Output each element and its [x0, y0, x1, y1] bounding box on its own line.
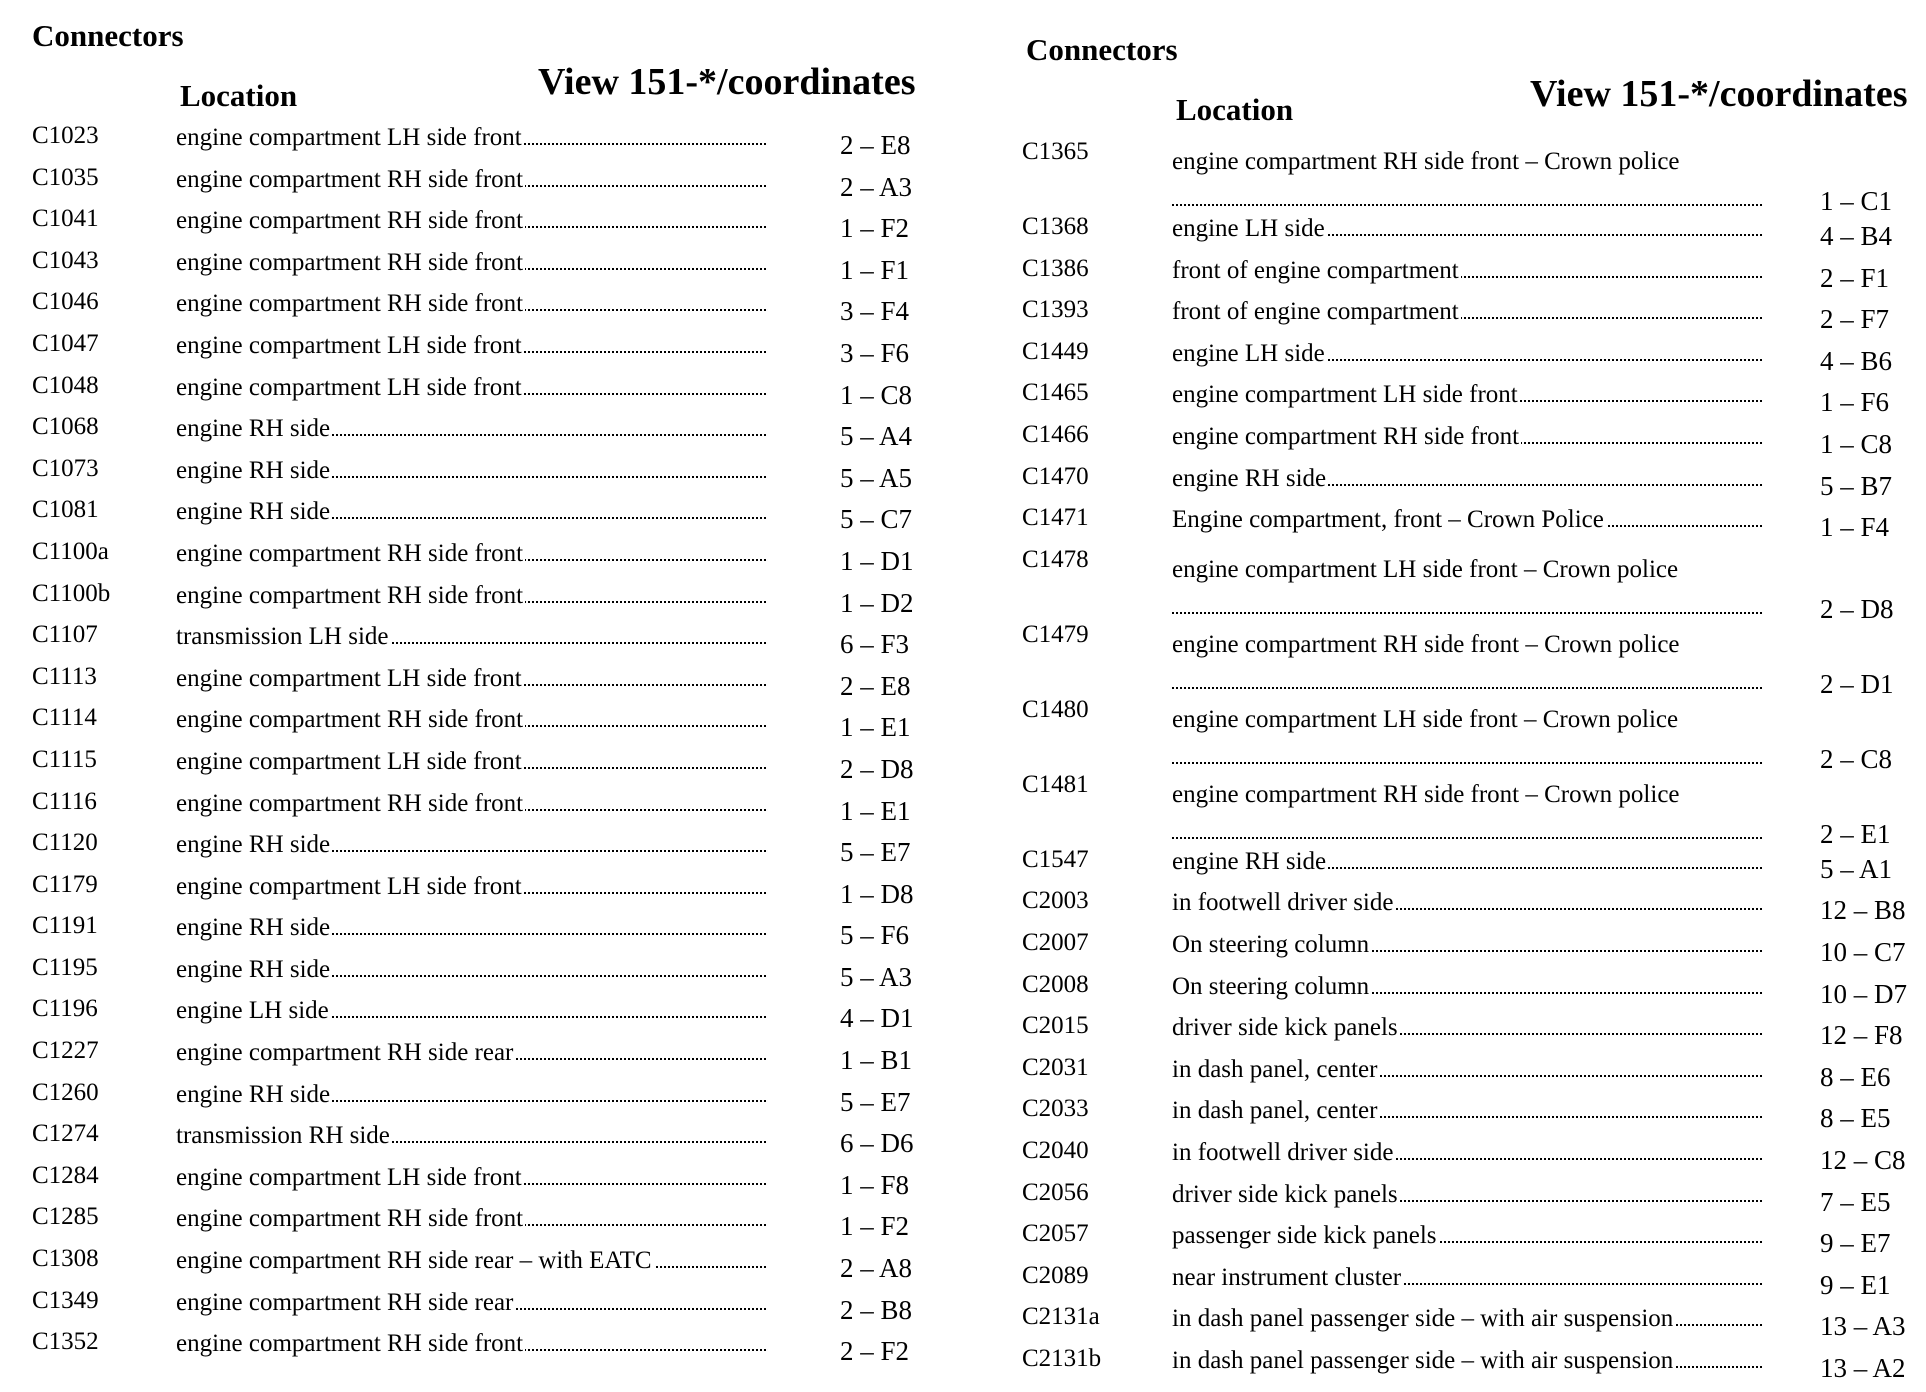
view-coordinate: 2 – D8: [840, 753, 914, 784]
connector-location: [1172, 298, 1762, 326]
view-coordinate: 1 – C8: [840, 379, 913, 410]
connector-location-text: in dash panel, center: [1172, 1097, 1378, 1125]
view-coordinate: 1 – E1: [840, 712, 911, 743]
connector-row: [0, 162, 950, 204]
connector-location-text: engine compartment RH side front: [176, 789, 524, 817]
connector-row: [1010, 769, 1926, 849]
view-coordinates-header: View 151-*/coordinates: [538, 61, 916, 103]
connector-row: [1010, 1218, 1926, 1260]
connector-row: [0, 1035, 950, 1077]
view-coordinate: 1 – C8: [1820, 428, 1893, 459]
connector-location: [1172, 698, 1762, 764]
connector-location-text: On steering column: [1172, 930, 1370, 958]
connector-code: C1471: [1022, 504, 1089, 532]
connector-row: [1010, 844, 1926, 886]
connector-row: [1010, 694, 1926, 774]
connector-location-text: engine compartment LH side front – Crown police: [1172, 555, 1679, 583]
connector-row: [0, 869, 950, 911]
connector-location-text: driver side kick panels: [1172, 1180, 1398, 1208]
view-coordinate: 5 – A3: [840, 961, 913, 992]
view-coordinate: 5 – E7: [840, 1086, 911, 1117]
connector-row: [1010, 544, 1926, 624]
connector-row: [0, 536, 950, 578]
view-coordinate: 8 – E6: [1820, 1061, 1891, 1092]
view-coordinate: 13 – A3: [1820, 1311, 1906, 1342]
connector-location: [176, 540, 766, 568]
connector-location-text: in footwell driver side: [1172, 889, 1394, 917]
connector-row: [0, 494, 950, 536]
connector-location-text: engine compartment RH side rear: [176, 1288, 514, 1316]
connector-code: C1547: [1022, 845, 1089, 873]
connector-row: [1010, 927, 1926, 969]
connector-location-text: engine compartment RH side front: [176, 207, 524, 235]
connector-row: [0, 453, 950, 495]
connector-row: [0, 370, 950, 412]
connector-row: [1010, 1135, 1926, 1177]
view-coordinate: 12 – F8: [1820, 1020, 1903, 1051]
connector-row: [0, 1201, 950, 1243]
connector-location-text: in dash panel, center: [1172, 1055, 1378, 1083]
connector-row: [1010, 885, 1926, 927]
connector-location: [176, 790, 766, 818]
connector-row: [0, 910, 950, 952]
connector-row: [0, 411, 950, 453]
view-coordinate: 13 – A2: [1820, 1352, 1906, 1383]
connector-location: [176, 956, 766, 984]
connector-code: C1465: [1022, 379, 1089, 407]
connector-code: C1046: [32, 288, 99, 316]
connector-location-text: engine compartment LH side front: [176, 373, 522, 401]
connector-code: C1285: [32, 1203, 99, 1231]
view-coordinate: 1 – C1: [1820, 186, 1893, 216]
view-coordinate: 1 – D1: [840, 545, 914, 576]
connector-row: [0, 1243, 950, 1285]
connector-location-text: engine RH side: [176, 415, 331, 443]
connector-location-text: engine compartment RH side front – Crown police: [1172, 780, 1680, 808]
connector-location-text: in footwell driver side: [1172, 1138, 1394, 1166]
connector-location-text: engine compartment RH side front: [176, 581, 524, 609]
connector-location-text: engine RH side: [1172, 464, 1327, 492]
connector-row: [0, 786, 950, 828]
connector-code: C1386: [1022, 254, 1089, 282]
connector-location: [1172, 1097, 1762, 1125]
connector-location: [1172, 623, 1762, 689]
connector-row: [0, 203, 950, 245]
connector-location: [176, 582, 766, 610]
view-coordinate: 5 – B7: [1820, 470, 1893, 501]
connector-location-text: engine compartment RH side front: [176, 1330, 524, 1358]
connector-location-text: Engine compartment, front – Crown Police: [1172, 506, 1604, 534]
connector-row: [0, 578, 950, 620]
view-coordinate: 9 – E7: [1820, 1228, 1891, 1259]
connector-location: [1172, 140, 1762, 206]
connector-location-text: engine compartment LH side front: [176, 331, 522, 359]
connector-location-text: engine RH side: [176, 498, 331, 526]
connector-row: [1010, 1343, 1926, 1385]
connector-row: [0, 952, 950, 994]
connector-location: [176, 1122, 766, 1150]
connector-location-text: engine compartment LH side front: [176, 664, 522, 692]
connector-code: C1116: [32, 787, 97, 815]
dot-leader: [1172, 742, 1762, 764]
view-coordinate: 7 – E5: [1820, 1186, 1891, 1217]
connector-row: [0, 1118, 950, 1160]
connector-row: [0, 1326, 950, 1368]
connector-row: [1010, 461, 1926, 503]
location-header: Location: [1176, 92, 1294, 127]
location-header: Location: [180, 78, 298, 113]
connector-location: [1172, 548, 1762, 614]
connector-list: [0, 120, 950, 1368]
connector-row: [0, 661, 950, 703]
view-coordinate: 5 – A5: [840, 462, 913, 493]
connector-code: C1047: [32, 329, 99, 357]
connector-row: [1010, 619, 1926, 699]
view-coordinate: 2 – B8: [840, 1294, 913, 1325]
view-coordinate: 1 – F8: [840, 1169, 910, 1200]
connector-location: [176, 623, 766, 651]
connector-location-text: transmission RH side: [176, 1122, 390, 1150]
connector-location-text: engine compartment LH side front: [176, 1163, 522, 1191]
connector-code: C1115: [32, 745, 97, 773]
connector-location: [176, 873, 766, 901]
view-coordinate: 1 – F4: [1820, 512, 1890, 543]
connector-code: C1043: [32, 246, 99, 274]
connector-location: [176, 997, 766, 1025]
connector-location-text: engine RH side: [1172, 847, 1327, 875]
connector-code: C2089: [1022, 1261, 1089, 1289]
view-coordinate: 2 – E8: [840, 670, 911, 701]
connector-code: C1368: [1022, 213, 1089, 240]
connector-row: [1010, 1010, 1926, 1052]
view-coordinate: 3 – F6: [840, 337, 910, 368]
connector-code: C1478: [1022, 545, 1089, 573]
connector-location: [176, 748, 766, 776]
connector-code: C1191: [32, 912, 98, 940]
connector-location: [176, 1247, 766, 1275]
connector-row: [0, 1077, 950, 1119]
view-coordinate: 1 – F2: [840, 1211, 910, 1242]
connector-location: [1172, 506, 1762, 534]
view-coordinate: 2 – F1: [1820, 262, 1890, 293]
connector-code: C1393: [1022, 296, 1089, 324]
connector-row: [1010, 136, 1926, 216]
connector-location: [176, 415, 766, 443]
connector-location: [176, 831, 766, 859]
view-coordinate: 2 – F2: [840, 1336, 910, 1367]
connector-location: [176, 706, 766, 734]
connector-location-text: engine compartment LH side front: [176, 872, 522, 900]
connector-code: C1352: [32, 1328, 99, 1356]
view-coordinate: 2 – C8: [1820, 743, 1893, 774]
connector-row: [1010, 969, 1926, 1011]
connector-row: [1010, 1177, 1926, 1219]
connector-list: [1010, 136, 1926, 1384]
connector-row: [1010, 502, 1926, 544]
connector-location-text: engine compartment RH side rear – with EATC: [176, 1247, 652, 1275]
connector-location: [176, 249, 766, 277]
connector-location-text: engine compartment RH side front – Crown police: [1172, 148, 1680, 175]
connector-code: C1449: [1022, 337, 1089, 365]
connector-location-text: engine compartment RH side rear: [176, 1039, 514, 1067]
connector-location-text: engine compartment RH side front: [1172, 422, 1520, 450]
connector-row: [1010, 294, 1926, 336]
connector-code: C1041: [32, 205, 99, 233]
connector-code: C1480: [1022, 695, 1089, 723]
connector-location-text: front of engine compartment: [1172, 256, 1459, 284]
view-coordinate: 12 – C8: [1820, 1144, 1906, 1175]
connector-location: [1172, 931, 1762, 959]
section-title: Connectors: [1026, 32, 1178, 67]
connector-location-text: engine compartment RH side front: [176, 290, 524, 318]
connector-location: [176, 498, 766, 526]
view-coordinate: 4 – B6: [1820, 345, 1893, 376]
connector-location-text: passenger side kick panels: [1172, 1222, 1437, 1250]
connector-location: [1172, 1305, 1762, 1333]
dot-leader: [1172, 184, 1762, 206]
connector-code: C2003: [1022, 887, 1089, 915]
connector-row: [0, 120, 950, 162]
connector-location: [1172, 1014, 1762, 1042]
connector-location: [176, 374, 766, 402]
connector-code: C1470: [1022, 462, 1089, 490]
connector-location: [176, 290, 766, 318]
connector-code: C1479: [1022, 620, 1089, 648]
connector-code: C2008: [1022, 970, 1089, 998]
connector-row: [0, 619, 950, 661]
connector-row: [0, 827, 950, 869]
connector-location: [176, 1039, 766, 1067]
connector-location-text: engine compartment LH side front: [176, 747, 522, 775]
connector-location: [176, 1289, 766, 1317]
section-title: Connectors: [32, 18, 184, 53]
connector-location-text: On steering column: [1172, 972, 1370, 1000]
connector-code: C2057: [1022, 1220, 1089, 1248]
connector-location: [1172, 1222, 1762, 1250]
connector-location: [1172, 889, 1762, 917]
connector-location-text: engine RH side: [176, 914, 331, 942]
connector-location-text: engine compartment LH side front: [176, 124, 522, 151]
connector-location-text: near instrument cluster: [1172, 1263, 1402, 1291]
connector-location-text: engine RH side: [176, 1080, 331, 1108]
dot-leader: [1172, 817, 1762, 839]
connector-row: [0, 286, 950, 328]
connector-code: C2031: [1022, 1053, 1089, 1081]
connector-code: C1114: [32, 704, 97, 732]
connector-code: C1308: [32, 1245, 99, 1273]
connector-location-text: engine RH side: [176, 456, 331, 484]
connector-location-text: in dash panel passenger side – with air suspension: [1172, 1346, 1674, 1374]
view-coordinate: 5 – E7: [840, 837, 911, 868]
dot-leader: [1172, 667, 1762, 689]
connector-row: [1010, 336, 1926, 378]
connector-location-text: engine compartment RH side front: [176, 1205, 524, 1233]
view-coordinate: 5 – F6: [840, 920, 910, 951]
connector-code: C1274: [32, 1120, 99, 1148]
connector-row: [0, 1160, 950, 1202]
connector-location-text: in dash panel passenger side – with air suspension: [1172, 1305, 1674, 1333]
view-coordinate: 4 – D1: [840, 1003, 914, 1034]
connector-code: C1100b: [32, 579, 111, 607]
connector-row: [0, 328, 950, 370]
connector-code: C1048: [32, 371, 99, 399]
connector-code: C1195: [32, 953, 98, 981]
view-coordinate: 6 – F3: [840, 629, 910, 660]
view-coordinate: 1 – F2: [840, 213, 910, 244]
connector-location-text: engine LH side: [176, 997, 329, 1025]
connector-location-text: engine compartment RH side front: [176, 706, 524, 734]
connector-row: [1010, 377, 1926, 419]
connector-code: C1481: [1022, 770, 1089, 798]
connector-location: [1172, 1056, 1762, 1084]
view-coordinate: 2 – A8: [840, 1253, 913, 1284]
view-coordinate: 6 – D6: [840, 1128, 914, 1159]
connector-row: [1010, 1052, 1926, 1094]
view-coordinate: 10 – C7: [1820, 936, 1906, 967]
view-coordinate: 5 – A1: [1820, 853, 1893, 884]
view-coordinate: 1 – D2: [840, 587, 914, 618]
connector-location-text: engine compartment RH side front: [176, 248, 524, 276]
view-coordinate: 8 – E5: [1820, 1103, 1891, 1134]
connector-location: [176, 207, 766, 235]
view-coordinate: 1 – F1: [840, 254, 910, 285]
connector-code: C1107: [32, 621, 98, 649]
connector-code: C1227: [32, 1037, 99, 1065]
connector-row: [1010, 211, 1926, 253]
connector-location: [1172, 215, 1762, 243]
connector-code: C2007: [1022, 928, 1089, 956]
connector-location: [1172, 848, 1762, 876]
connector-location-text: engine compartment LH side front: [1172, 381, 1518, 409]
view-coordinate: 2 – A3: [840, 171, 913, 202]
connector-location: [176, 1205, 766, 1233]
connector-location-text: engine LH side: [1172, 339, 1325, 367]
connector-code: C1068: [32, 413, 99, 441]
connector-code: C1120: [32, 829, 98, 857]
connector-code: C1081: [32, 496, 99, 524]
connector-location: [1172, 1139, 1762, 1167]
connector-location: [1172, 340, 1762, 368]
connector-location-text: engine LH side: [1172, 215, 1325, 242]
view-coordinate: 3 – F4: [840, 296, 910, 327]
view-coordinate: 4 – B4: [1820, 221, 1893, 251]
view-coordinate: 2 – E1: [1820, 818, 1891, 849]
view-coordinate: 1 – B1: [840, 1045, 913, 1076]
connector-location: [176, 1081, 766, 1109]
connector-location-text: engine compartment LH side front – Crown police: [1172, 705, 1679, 733]
connector-row: [1010, 253, 1926, 295]
connector-location: [176, 332, 766, 360]
connector-code: C1349: [32, 1286, 99, 1314]
connector-row: [1010, 1301, 1926, 1343]
view-coordinate: 2 – E8: [840, 130, 911, 160]
connector-location: [1172, 423, 1762, 451]
connector-code: C1196: [32, 995, 98, 1023]
connector-location: [176, 665, 766, 693]
connector-location: [1172, 1181, 1762, 1209]
connector-location: [176, 914, 766, 942]
connector-location-text: engine compartment RH side front: [176, 539, 524, 567]
connector-code: C2131b: [1022, 1344, 1102, 1372]
connector-code: C1100a: [32, 537, 109, 565]
connector-location: [1172, 381, 1762, 409]
view-coordinate: 2 – D1: [1820, 668, 1894, 699]
connector-row: [1010, 1093, 1926, 1135]
connector-code: C1466: [1022, 420, 1089, 448]
view-coordinate: 5 – C7: [840, 504, 913, 535]
view-coordinate: 10 – D7: [1820, 978, 1907, 1009]
view-coordinate: 9 – E1: [1820, 1269, 1891, 1300]
connector-location: [1172, 465, 1762, 493]
connector-location: [176, 166, 766, 194]
connector-code: C2033: [1022, 1095, 1089, 1123]
view-coordinate: 1 – E1: [840, 795, 911, 826]
connector-code: C1260: [32, 1078, 99, 1106]
connector-row: [0, 744, 950, 786]
view-coordinate: 1 – F6: [1820, 387, 1890, 418]
connector-code: C2131a: [1022, 1303, 1100, 1331]
dot-leader: [1172, 592, 1762, 614]
connector-code: C1023: [32, 122, 99, 149]
connector-location-text: transmission LH side: [176, 623, 389, 651]
view-coordinate: 2 – D8: [1820, 593, 1894, 624]
connector-location-text: engine compartment RH side front: [176, 165, 524, 193]
view-coordinates-header: View 151-*/coordinates: [1530, 73, 1908, 115]
view-coordinate: 5 – A4: [840, 421, 913, 452]
connector-code: C2040: [1022, 1136, 1089, 1164]
connector-location: [176, 457, 766, 485]
connector-code: C1365: [1022, 138, 1089, 165]
view-coordinate: 1 – D8: [840, 878, 914, 909]
connector-location-text: engine RH side: [176, 831, 331, 859]
connector-row: [1010, 419, 1926, 461]
view-coordinate: 12 – B8: [1820, 895, 1906, 926]
connector-code: C1113: [32, 662, 97, 690]
connector-location-text: front of engine compartment: [1172, 298, 1459, 326]
connector-location-text: engine RH side: [176, 955, 331, 983]
connector-row: [0, 993, 950, 1035]
connector-code: C1073: [32, 454, 99, 482]
connector-row: [1010, 1260, 1926, 1302]
connector-location: [1172, 773, 1762, 839]
connector-code: C2015: [1022, 1012, 1089, 1040]
connector-row: [0, 245, 950, 287]
connector-location: [1172, 973, 1762, 1001]
view-coordinate: 2 – F7: [1820, 304, 1890, 335]
connector-code: C1284: [32, 1161, 99, 1189]
connector-code: C2056: [1022, 1178, 1089, 1206]
connector-location-text: driver side kick panels: [1172, 1014, 1398, 1042]
connector-code: C1179: [32, 870, 98, 898]
connector-location: [176, 1164, 766, 1192]
connector-location: [1172, 1264, 1762, 1292]
connector-code: C1035: [32, 163, 99, 191]
connector-location: [1172, 1347, 1762, 1375]
connector-location: [176, 1330, 766, 1358]
connector-location: [176, 124, 766, 152]
connector-location: [1172, 257, 1762, 285]
connector-row: [0, 1285, 950, 1327]
connector-row: [0, 702, 950, 744]
connector-location-text: engine compartment RH side front – Crown police: [1172, 630, 1680, 658]
